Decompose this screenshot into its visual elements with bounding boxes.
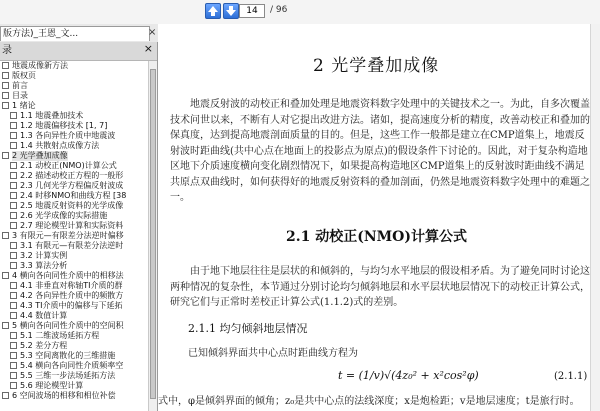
bookmarks-panel (0, 42, 158, 411)
up-arrow-icon (206, 4, 220, 18)
expand-box-icon[interactable] (10, 192, 17, 199)
expand-box-icon[interactable] (2, 392, 9, 399)
expand-box-icon[interactable] (10, 282, 17, 289)
expand-box-icon[interactable] (10, 122, 17, 129)
bookmark-label: 4.1 非垂直对称轴TI介质的群 (20, 281, 123, 290)
bookmark-label: 1.4 共散射点成像方法 (20, 141, 100, 150)
tab-strip (0, 24, 158, 43)
expand-box-icon[interactable] (10, 212, 17, 219)
bookmark-item[interactable] (0, 71, 148, 81)
bookmark-tree (0, 61, 148, 401)
bookmark-label: 2.7 理论模型计算和实际资料 (20, 221, 124, 230)
bookmark-item[interactable] (0, 201, 148, 211)
expand-box-icon[interactable] (2, 272, 9, 279)
expand-box-icon[interactable] (10, 252, 17, 259)
expand-box-icon[interactable] (2, 322, 9, 329)
bookmark-label: 2.3 几何光学方程偏反射波成 (20, 181, 124, 190)
bookmark-label: 2.4 时移NMO和曲线方程 [38 (20, 191, 127, 200)
bookmark-item[interactable] (0, 141, 148, 151)
bookmark-label: 1 绪论 (12, 101, 36, 110)
bookmark-label: 3 有限元—有限差分法逆时偏移 (12, 231, 124, 240)
expand-box-icon[interactable] (10, 312, 17, 319)
bookmark-label: 5.5 三维一步法场延拓方法 (20, 371, 116, 380)
down-arrow-icon (224, 4, 238, 18)
bookmark-item[interactable] (0, 371, 148, 381)
bookmark-item[interactable] (0, 61, 148, 71)
bookmark-item[interactable] (0, 341, 148, 351)
bookmark-label: 5 横向各向同性介质中的空间积 (12, 321, 124, 330)
chapter-title: 2 光学叠加成像 (313, 56, 440, 76)
intro-paragraph: 地震反射波的动校正和叠加处理是地震资料数字处理中的关键技术之一。为此，自多次覆盖技术问世以来，不断有人对它提出改进方法。诸如，提高速度分析的精度，改善动校正和叠加的保真度，达到提高地震剖面质量的目的。但是，这些工作一般都是建立在CMP道集上，地震反射波时距曲线(共中心点在地面上的投影点为原点)的假设条件下讨论的。因此，对于复杂构造地区地下介质速度横向变化剧烈情况下，如果提高构造地区CMP道集上的反射波时距曲线不满足共原点双曲线时，如何获得好的地震反射资料的叠加剖面，仍然是地震资料数字处理中的难题之一。 (170, 99, 590, 203)
bookmark-item[interactable] (0, 181, 148, 191)
expand-box-icon[interactable] (2, 152, 9, 159)
bookmark-label: 1.1 地震叠加技术 (20, 111, 84, 120)
expand-box-icon[interactable] (10, 222, 17, 229)
expand-box-icon[interactable] (10, 332, 17, 339)
bookmarks-header (0, 42, 157, 61)
bookmark-label: 5.2 差分方程 (20, 341, 68, 350)
page-number-input[interactable] (239, 4, 265, 18)
expand-box-icon[interactable] (2, 72, 9, 79)
bookmark-item[interactable] (0, 131, 148, 141)
bookmark-label: 5.4 横向各向同性介质频率空 (20, 361, 124, 370)
bookmark-item[interactable] (0, 161, 148, 171)
bookmark-label: 6 空间波场的相移和相位补偿 (12, 391, 116, 400)
document-tab[interactable]: 版方法)_王恩_文... (0, 26, 150, 41)
bookmark-item[interactable] (0, 151, 148, 161)
equation-intro: 已知倾斜界面共中心点时距曲线方程为 (188, 348, 358, 359)
page-total: / 96 (270, 5, 288, 15)
bookmark-item[interactable] (0, 321, 148, 331)
bookmark-label: 3.1 有限元—有限差分法逆时 (20, 241, 124, 250)
equation: t = (1/v)√(4z₀² + x²cos²φ) (338, 369, 479, 382)
bookmark-item[interactable] (0, 171, 148, 181)
section-title: 2.1 动校正(NMO)计算公式 (286, 229, 467, 245)
bookmark-label: 前言 (12, 81, 28, 90)
bookmark-item[interactable] (0, 271, 148, 281)
bookmark-item[interactable] (0, 291, 148, 301)
next-page-button[interactable] (223, 3, 239, 19)
bookmark-item[interactable] (0, 281, 148, 291)
bookmark-item[interactable] (0, 191, 148, 201)
bookmark-label: 2.1 动校正(NMO)计算公式 (20, 161, 117, 170)
bookmark-label: 4.4 数值计算 (20, 311, 68, 320)
bookmark-item[interactable] (0, 311, 148, 321)
expand-box-icon[interactable] (2, 92, 9, 99)
sidebar-scroll-thumb[interactable] (150, 69, 156, 399)
bookmark-item[interactable] (0, 251, 148, 261)
sidebar-scrollbar[interactable] (148, 61, 158, 411)
bookmark-label: 2.6 光学成像的实际措施 (20, 211, 108, 220)
bookmark-item[interactable] (0, 391, 148, 401)
close-panel-icon[interactable]: × (143, 42, 153, 55)
previous-page-button[interactable] (205, 3, 221, 19)
subsection-title: 2.1.1 均匀倾斜地层情况 (188, 322, 308, 335)
expand-box-icon[interactable] (10, 202, 17, 209)
expand-box-icon[interactable] (2, 82, 9, 89)
expand-box-icon[interactable] (10, 292, 17, 299)
document-scrollbar[interactable] (590, 24, 600, 411)
bookmark-item[interactable] (0, 231, 148, 241)
bookmark-item[interactable] (0, 111, 148, 121)
expand-box-icon[interactable] (10, 162, 17, 169)
bookmark-label: 5.3 空间离散化的三维措施 (20, 351, 116, 360)
bookmark-item[interactable] (0, 361, 148, 371)
bookmark-label: 版权页 (12, 71, 36, 80)
section-paragraph: 由于地下地层往往是层状的和倾斜的，与均匀水平地层的假设相矛盾。为了避免同时讨论这两种情况的复杂性，本节通过分别讨论均匀倾斜地层和水平层状地层情况下的动校正计算公式，研究它们与正常时差校正计算公式(1.1.2)式的差别。 (170, 266, 590, 308)
bookmark-label: 3.2 计算实例 (20, 251, 68, 260)
expand-box-icon[interactable] (2, 102, 9, 109)
expand-box-icon[interactable] (10, 382, 17, 389)
bookmark-label: 4.2 各向异性介质中的频散方 (20, 291, 124, 300)
bookmark-label: 地震成像新方法 (12, 61, 68, 70)
expand-box-icon[interactable] (10, 142, 17, 149)
bookmark-label: 2 光学叠加成像 (12, 151, 68, 160)
equation-number: (2.1.1) (554, 371, 588, 382)
bookmark-label: 5.1 二维波场延拓方程 (20, 331, 100, 340)
bookmark-item[interactable] (0, 221, 148, 231)
bookmark-label: 2.5 地震反射资料的光学成像 (20, 201, 124, 210)
bookmark-label: 4.3 TI介质中的偏移与下延拓 (20, 301, 123, 310)
expand-box-icon[interactable] (2, 62, 9, 69)
bookmark-label: 1.2 地震偏移技术 [1, 7] (20, 121, 108, 130)
expand-box-icon[interactable] (10, 352, 17, 359)
bookmark-item[interactable] (0, 351, 148, 361)
close-tab-icon[interactable]: × (148, 27, 157, 38)
bookmark-item[interactable] (0, 101, 148, 111)
expand-box-icon[interactable] (10, 302, 17, 309)
bookmark-item[interactable] (0, 381, 148, 391)
bookmark-item[interactable] (0, 81, 148, 91)
toolbar (0, 0, 600, 25)
definitions-line: 式中，φ是倾斜界面的倾角；z₀是共中心点的法线深度；x是炮检距；v是地层速度；t是旅行时。 (158, 396, 580, 407)
bookmark-item[interactable] (0, 301, 148, 311)
bookmark-label: 目录 (12, 91, 28, 100)
expand-box-icon[interactable] (10, 112, 17, 119)
expand-box-icon[interactable] (10, 172, 17, 179)
expand-box-icon[interactable] (2, 232, 9, 239)
bookmarks-title: 录 (2, 45, 12, 56)
expand-box-icon[interactable] (10, 132, 17, 139)
expand-box-icon[interactable] (10, 262, 17, 269)
document-page (158, 24, 600, 411)
bookmark-item[interactable] (0, 261, 148, 271)
bookmark-label: 4 横向各向同性介质中的相移法 (12, 271, 124, 280)
bookmark-item[interactable] (0, 211, 148, 221)
bookmark-label: 5.6 理论模型计算 (20, 381, 84, 390)
expand-box-icon[interactable] (10, 362, 17, 369)
expand-box-icon[interactable] (10, 182, 17, 189)
expand-box-icon[interactable] (10, 242, 17, 249)
bookmark-label: 2.2 描述动校正方程的一般形 (20, 171, 124, 180)
bookmark-item[interactable] (0, 121, 148, 131)
bookmark-item[interactable] (0, 241, 148, 251)
bookmark-label: 1.3 各向异性介质中地震波 (20, 131, 116, 140)
bookmark-item[interactable] (0, 331, 148, 341)
expand-box-icon[interactable] (10, 342, 17, 349)
bookmark-item[interactable] (0, 91, 148, 101)
expand-box-icon[interactable] (10, 372, 17, 379)
bookmark-label: 3.3 算法分析 (20, 261, 68, 270)
